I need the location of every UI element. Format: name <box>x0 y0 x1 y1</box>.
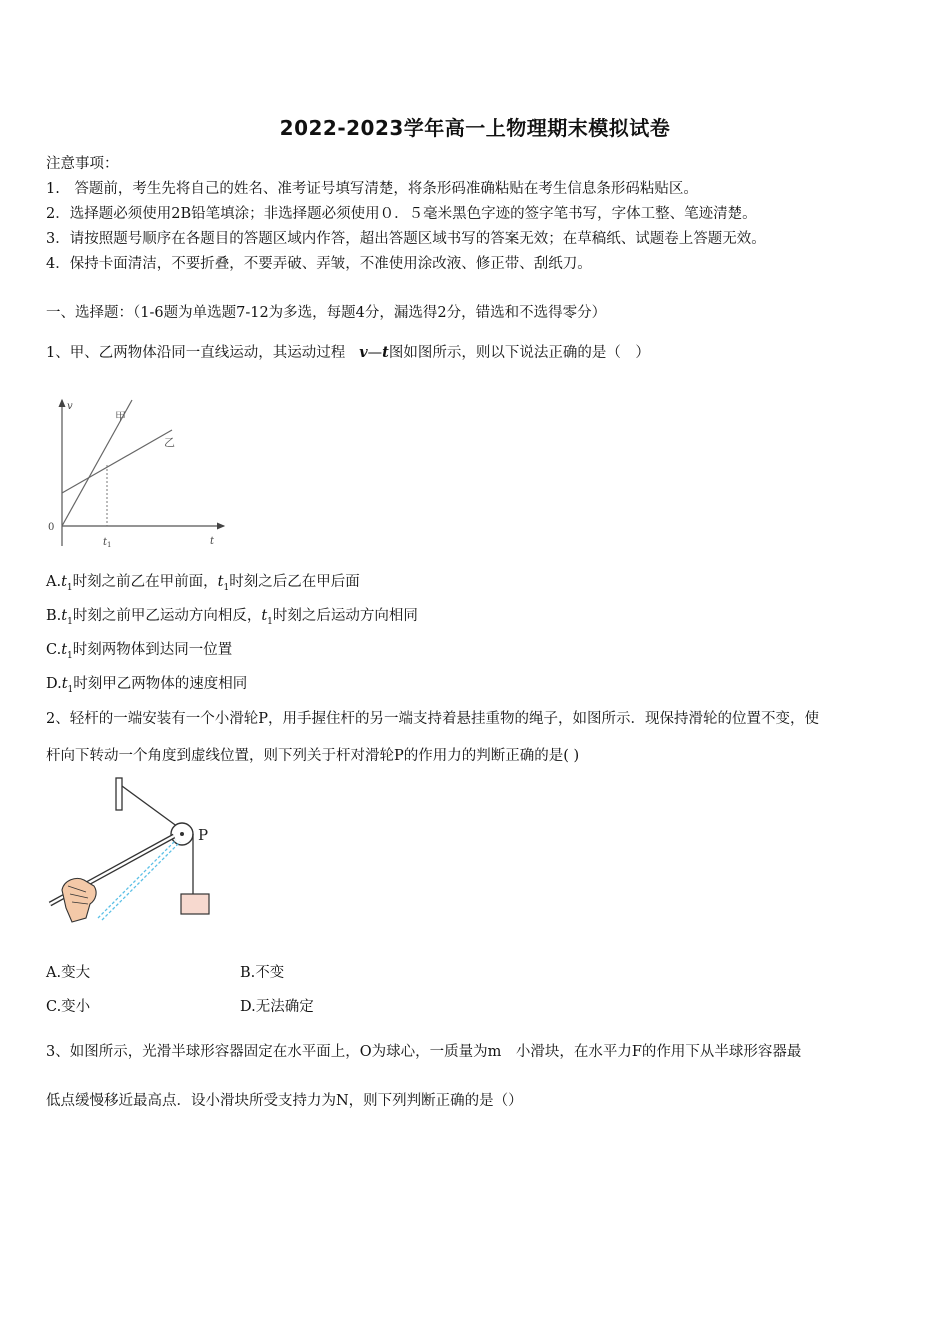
q2-option-b: B.不变 <box>240 965 285 981</box>
line-jia-label: 甲 <box>115 410 126 423</box>
section-heading: 一、选择题：（1-6题为单选题7-12为多选，每题4分，漏选得2分，错选和不选得零分） <box>46 305 607 321</box>
question-2-stem-line-2: 杆向下转动一个角度到虚线位置，则下列关于杆对滑轮P的作用力的判断正确的是( ) <box>46 748 580 764</box>
q1-stem-dash: — <box>367 345 383 361</box>
q1-stem-v: v <box>359 344 368 361</box>
line-yi-label: 乙 <box>164 436 175 449</box>
rod-rotated-dashed <box>98 840 180 920</box>
q2-option-a: A.变大 <box>46 965 91 981</box>
support-rope <box>122 786 178 827</box>
v-axis-label: v <box>67 401 73 412</box>
wall-bracket <box>116 778 122 810</box>
page-title: 2022-2023学年高一上物理期末模拟试卷 <box>279 116 671 140</box>
q1-option-d: $D.t_1$时刻甲乙两物体的速度相同 <box>46 676 248 695</box>
notice-item-1: 1. 答题前，考生先将自己的姓名、准考证号填写清楚，将条形码准确粘贴在考生信息条形码粘贴区。 <box>46 181 698 197</box>
pulley-label: P <box>198 826 209 844</box>
q1-stem-t: t <box>382 344 389 361</box>
question-3-stem-line-2: 低点缓慢移近最高点．设小滑块所受支持力为N，则下列判断正确的是（） <box>46 1093 523 1109</box>
question-2-stem-line-1: 2、轻杆的一端安装有一个小滑轮P，用手握住杆的另一端支持着悬挂重物的绳子，如图所示．现保持滑轮的位置不变，使 <box>46 711 819 727</box>
notice-heading: 注意事项： <box>46 156 119 172</box>
t1-label: $t_1$ <box>103 537 112 549</box>
notice-item-4: 4．保持卡面清洁，不要折叠，不要弄破、弄皱，不准使用涂改液、修正带、刮纸刀。 <box>46 256 592 272</box>
pulley-axle <box>180 832 184 836</box>
notice-item-3: 3．请按照题号顺序在各题目的答题区域内作答，超出答题区域书写的答案无效；在草稿纸、试题卷上答题无效。 <box>46 231 766 247</box>
q2-pulley-figure <box>42 772 232 932</box>
q2-option-d: D.无法确定 <box>240 999 314 1015</box>
hand <box>62 878 96 922</box>
q1-option-a: $A.t_1$时刻之前乙在甲前面，$t_1$时刻之后乙在甲后面 <box>46 574 360 593</box>
origin-label: 0 <box>48 522 55 533</box>
q1-option-b: $B.t_1$时刻之前甲乙运动方向相反，$t_1$时刻之后运动方向相同 <box>46 608 418 627</box>
question-1-stem <box>46 341 650 362</box>
q1-stem-part-a: 1、甲、乙两物体沿同一直线运动，其运动过程 <box>46 345 346 361</box>
line-yi <box>62 430 172 493</box>
notice-item-2: 2．选择题必须使用2B铅笔填涂；非选择题必须使用０．５毫米黑色字迹的签字笔书写，字体工整、笔迹清楚。 <box>46 206 757 222</box>
hanging-weight <box>181 894 209 914</box>
question-3-stem-line-1: 3、如图所示，光滑半球形容器固定在水平面上，O为球心，一质量为m 小滑块，在水平力F的作用下从半球形容器最 <box>46 1044 802 1060</box>
q1-option-c: $C.t_1$时刻两物体到达同一位置 <box>46 642 233 661</box>
q1-vt-graph <box>40 392 240 552</box>
q2-option-c: C.变小 <box>46 999 91 1015</box>
t-axis-label: t <box>210 536 215 547</box>
q1-stem-part-b: 图如图所示，则以下说法正确的是（ ） <box>388 345 650 361</box>
